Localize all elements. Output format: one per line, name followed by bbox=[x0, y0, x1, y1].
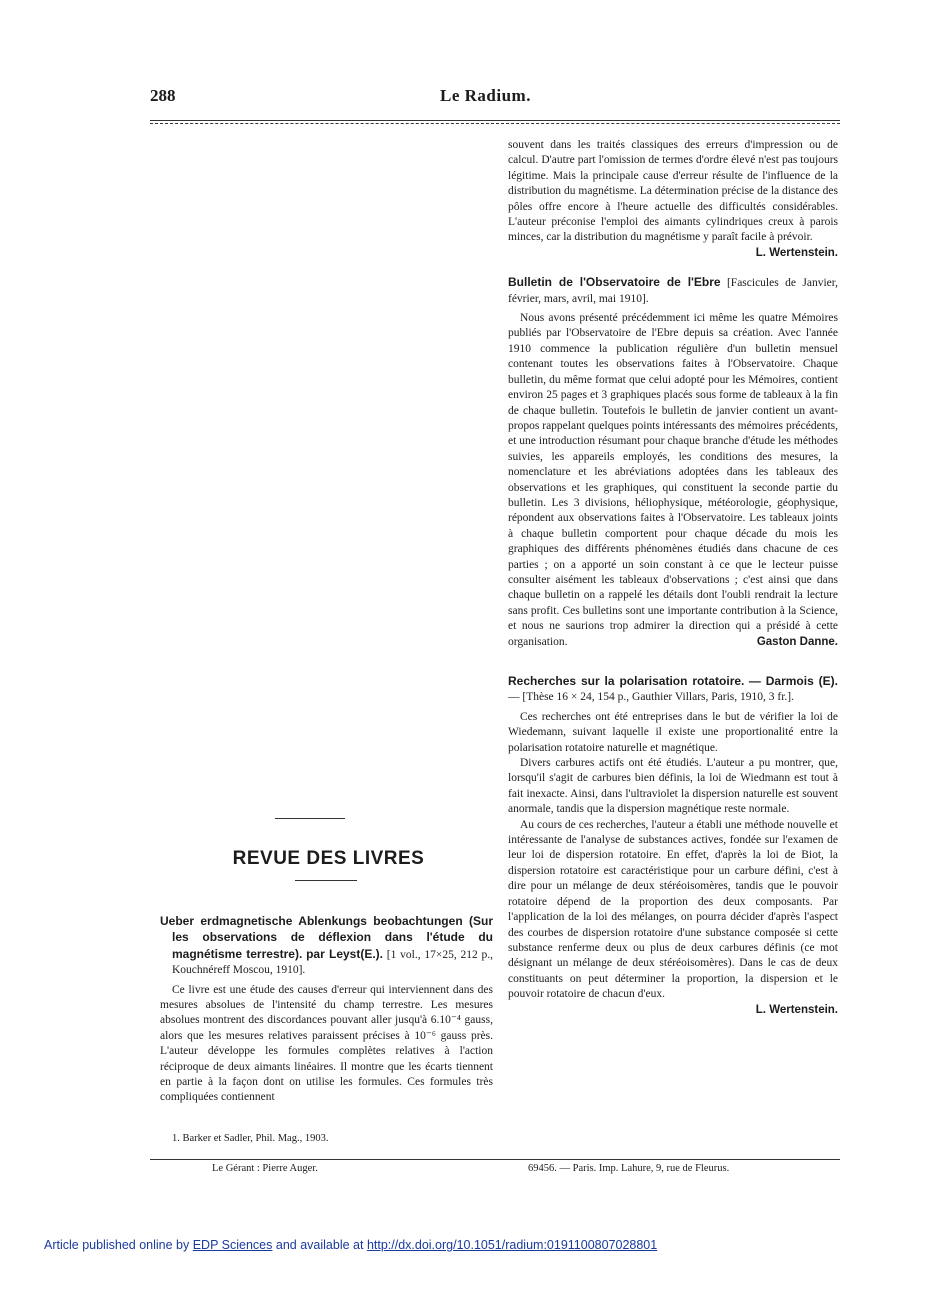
section-rule-top bbox=[275, 818, 345, 819]
review-header-ebre bbox=[508, 275, 838, 307]
review-paragraph: Ces recherches ont été entreprises dans le but de vérifier la loi de Wiedemann, suivant laquelle il existe une proportionalité entre la polarisation rotatoire naturelle et magnétique. bbox=[508, 710, 838, 754]
publisher-link[interactable]: EDP Sciences bbox=[192, 1238, 273, 1252]
review-header-polarisation bbox=[508, 674, 838, 706]
left-column bbox=[160, 914, 493, 1106]
signature: Gaston Danne. bbox=[756, 635, 838, 648]
footer-middle: and available at bbox=[275, 1238, 364, 1252]
review-paragraph: Divers carbures actifs ont été étudiés. L'auteur a pu montrer, que, lorsqu'il s'agit de carbures bien définis, la loi de Wiedmann est tout à fait inexacte. Ainsi, dans l'ultraviolet la dispersion naturelle est souvent anormale, tandis que la dispersion magnétique reste normale. bbox=[508, 757, 838, 816]
review-title: Bulletin de l'Observatoire de l'Ebre bbox=[508, 275, 721, 290]
footnote: 1. Barker et Sadler, Phil. Mag., 1903. bbox=[172, 1133, 329, 1144]
review-title: Ueber erdmagnetische Ablenkungs beobachtungen (Sur les observations de déflexion dans l'étude du magnétisme terrestre). bbox=[160, 914, 493, 961]
review-author: par Leyst(E.). bbox=[306, 946, 383, 961]
printer-line: 69456. — Paris. Imp. Lahure, 9, rue de Fleurus. bbox=[528, 1163, 730, 1174]
running-title: Le Radium. bbox=[440, 86, 531, 105]
review-body: Ce livre est une étude des causes d'erreur qui interviennent dans des mesures absolues de l'intensité du champ terrestre. Les mesures absolues montrent des discordances pouvant aller jusqu'à 6.10⁻⁴ gauss, alors que les mesures relatives paraissent précises à 10⁻⁶ gauss près. L'auteur développe les formules complètes relatives à l'action réciproque de deux aimants linéaires. Il montre que les écarts tiennent en partie à la façon dont on utilise les formules. Ces formules très compliquées contiennent bbox=[160, 983, 493, 1104]
review-details: [Fascicules de Janvier, février, mars, avril, mai 1910]. bbox=[508, 277, 838, 305]
doi-link[interactable]: http://dx.doi.org/10.1051/radium:0191100807028801 bbox=[366, 1238, 658, 1252]
continued-text: souvent dans les traités classiques des erreurs d'impression ou de calcul. D'autre part l'omission de termes d'ordre élevé n'est pas toujours légitime. Mais la principale cause d'erreur résulte de l'influence de la distribution du magnétisme. La détermination précise de la distance des pôles offre encore à l'heure actuelle des difficultés considérables. L'auteur préconise l'emploi des aimants cylindriques creux à parois minces, car la distribution du magnétisme y paraît facile à prévoir. bbox=[508, 139, 838, 244]
review-details: [1 vol., 17×25, 212 p., Kouchnéreff Moscou, 1910]. bbox=[172, 948, 494, 977]
review-author: — Darmois (E). bbox=[748, 674, 839, 688]
signature: L. Wertenstein. bbox=[755, 1003, 838, 1016]
review-title: Recherches sur la polarisation rotatoire. bbox=[508, 674, 745, 688]
signature: L. Wertenstein. bbox=[755, 246, 838, 259]
header-rule bbox=[150, 120, 840, 121]
publication-footer bbox=[44, 1238, 657, 1252]
review-header-ueber bbox=[160, 914, 493, 979]
footer-prefix: Article published online by bbox=[44, 1238, 190, 1252]
gerant-line: Le Gérant : Pierre Auger. bbox=[212, 1163, 318, 1174]
section-title: REVUE DES LIVRES bbox=[232, 848, 425, 869]
section-rule-bottom bbox=[295, 880, 357, 881]
review-text: Nous avons présenté précédemment ici même les quatre Mémoires publiés par l'Observatoire de l'Ebre depuis sa création. Avec l'année 1910 commence la publication régulière d'un bulletin mensuel contenant toutes les observations faites à l'Observatoire. Chaque bulletin, du même format que celui adopté pour les Mémoires, contient environ 25 pages et 3 graphiques placés sous forme de tableaux à la fin de chaque bulletin. Toutefois le bulletin de janvier contient un avant-propos rappelant quelques points intéressants des mémoires précédents, et une introduction résumant pour chaque branche d'étude les méthodes suivies, les appareils employés, les conditions des mesures, la nomenclature et les abréviations adoptées dans les tableaux des observations et les graphiques, qui constituent la seconde partie du bulletin. Les 3 divisions, héliophysique, météorologie, géophysique, répondent aux observations faites à l'Observatoire. Les tableaux joints à chaque bulletin comportent pour chaque décade du mois les graphiques des différents phénomènes étudiés dans chacune de ces parties ; on a apporté un soin constant à ce que le lecteur puisse consulter aisément les tableaux d'observations ; c'est ainsi que dans chaque bulletin on a rappelé les détails dont l'oubli rendrait la lecture sans profit. Ces bulletins sont une importante contribution à la Science, et nous ne saurions trop admirer la direction qui a présidé à cette organisation. bbox=[508, 312, 838, 648]
review-details: — [Thèse 16 × 24, 154 p., Gauthier Villars, Paris, 1910, 3 fr.]. bbox=[508, 691, 795, 704]
header-rule-double bbox=[150, 123, 840, 124]
right-column bbox=[508, 138, 838, 1018]
page-number: 288 bbox=[150, 86, 176, 105]
review-body bbox=[508, 311, 838, 650]
review-paragraph: Au cours de ces recherches, l'auteur a établi une méthode nouvelle et intéressante de l'analyse de substances actives, fondée sur l'examen de leur loi de dispersion rotatoire. En effet, d'après la loi de Biot, la dispersion rotatoire est caractéristique pour un carbure défini, c'est à dire pour un mélange de deux stéréoisomères, tandis que le pouvoir rotatoire dépend de la proportion des deux composants. Par l'application de la loi des mélanges, on pourra décider d'après l'aspect des courbes de dispersion rotatoire d'une substance composée si cette substance renferme deux ou plus de deux carbures définis (ce mot désignant un mélange de deux stéréoisomères). Dans le cas de deux constituants on peut déterminer la proportion, la dispersion et le pouvoir rotatoire de chacun d'eux. bbox=[508, 818, 838, 1001]
footer-rule bbox=[150, 1159, 840, 1160]
